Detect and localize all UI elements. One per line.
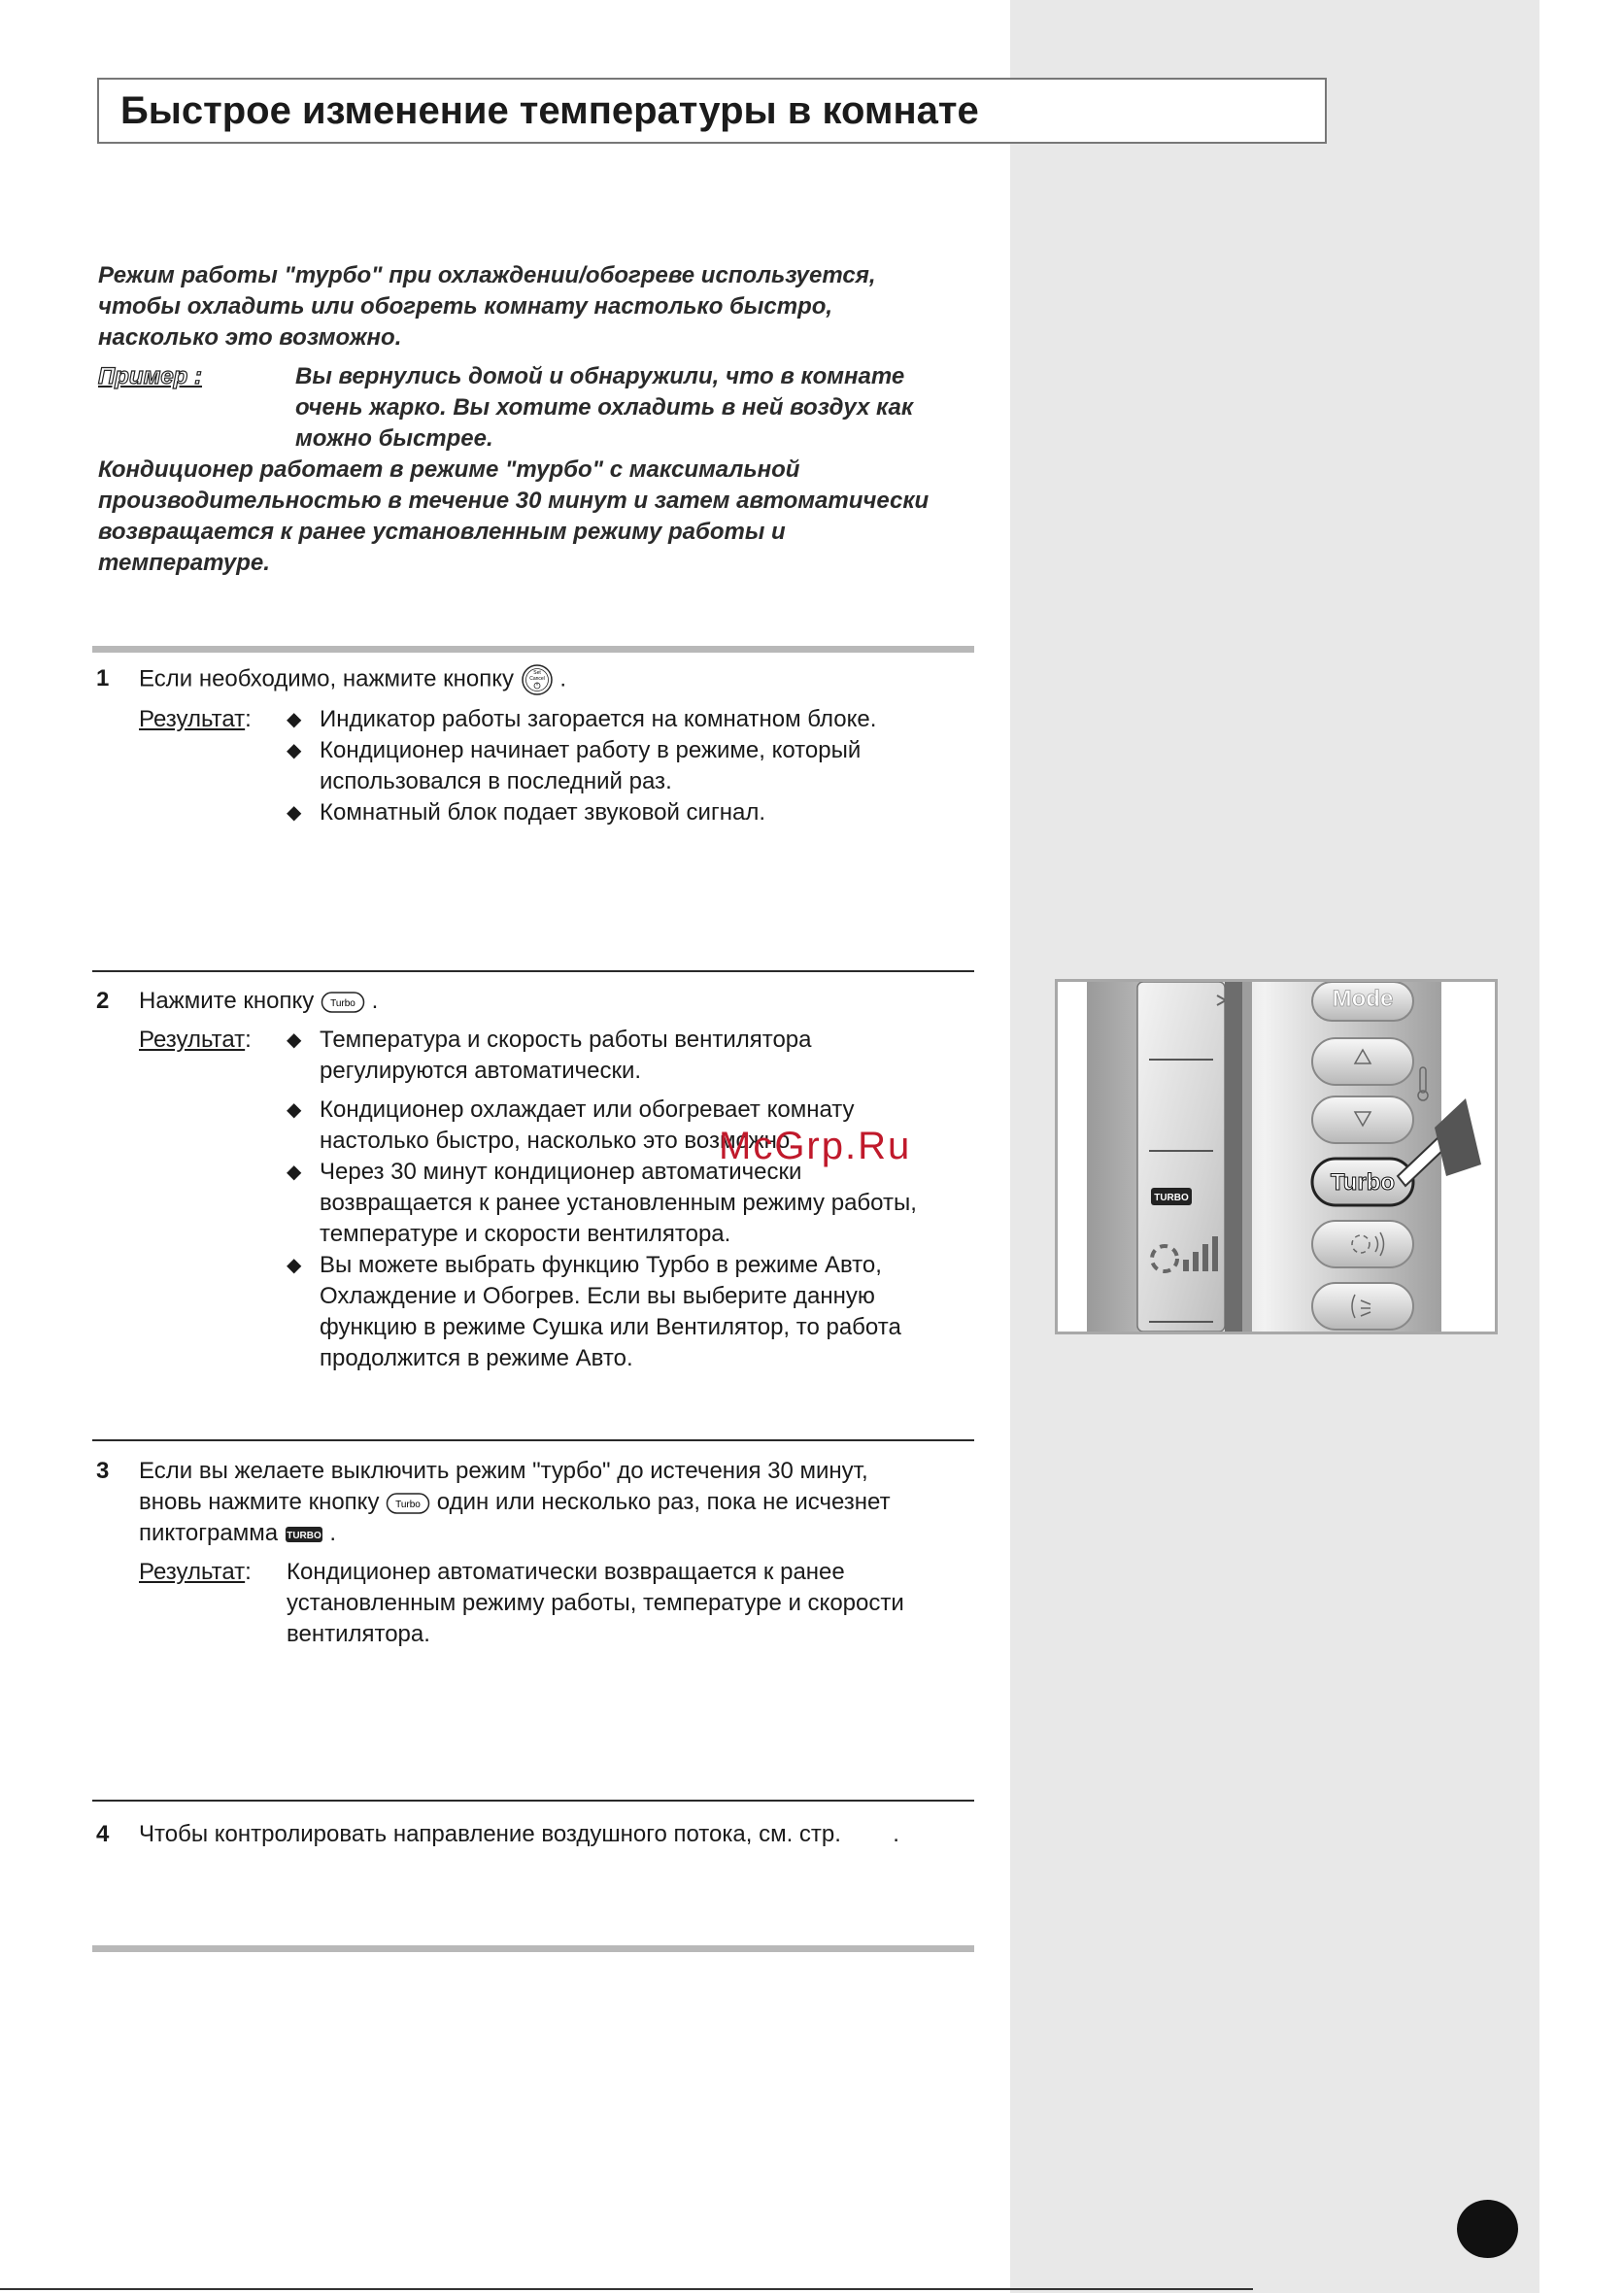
step-number: 1 [96,665,110,691]
temp-up-button [1312,1038,1413,1085]
step-1-result [92,704,986,828]
mode-label: Mode [1332,986,1394,1012]
step-3-instruction: Если вы желаете выключить режим "турбо" до истечения 30 минут, вновь нажмите кнопку Turbo один или несколько раз, пока не исчезнет пиктограмма TURBO . [139,1458,891,1546]
step-2 [92,986,986,1374]
divider [92,1800,974,1802]
cancel-label: Cancel [528,676,545,682]
result-label: Результат: [139,1027,252,1053]
result-text: Кондиционер автоматически возвращается к ранее установленным режиму работы, температуре и скорости вентилятора. [287,1559,904,1647]
step-4-instruction: Чтобы контролировать направление воздушного потока, см. стр. . [139,1821,899,1847]
list-item: ◆ Через 30 минут кондиционер автоматически возвращается к ранее установленным режиму работы, температуре и скорости вентилятора. [287,1157,986,1250]
step-2-result [92,1025,986,1374]
turbo-tag-text: TURBO [1154,1193,1189,1203]
step-4 [92,1819,986,1850]
step-number: 3 [96,1458,110,1484]
result-label: Результат: [139,706,252,732]
list-item: ◆ Индикатор работы загорается на комнатном блоке. [287,704,986,735]
turbo-label: Turbo [395,1499,422,1510]
section-divider-bottom [92,1945,974,1952]
result-label: Результат: [139,1559,252,1585]
turbo-button-label: Turbo [1330,1169,1396,1196]
set-cancel-button-icon [521,663,554,696]
turbo-button [1312,1159,1413,1205]
list-item: ◆ Кондиционер охлаждает или обогревает комнату настолько быстро, насколько это возможно. [287,1095,986,1157]
turbo-button-icon [386,1492,430,1515]
list-item: ◆ Кондиционер начинает работу в режиме, который использовался в последний раз. [287,735,986,797]
step-number: 4 [96,1821,110,1847]
step-3 [92,1456,986,1650]
louver-button [1312,1283,1413,1330]
intro-section [98,260,992,579]
intro-paragraph-1: Режим работы "турбо" при охлаждении/обогреве используется, чтобы охладить или обогреть комнату настолько быстро, насколько это возможно. [98,262,876,351]
section-divider-top [92,646,974,653]
page-title: Быстрое изменение температуры в комнате [120,89,979,132]
list-item: ◆ Комнатный блок подает звуковой сигнал. [287,797,986,828]
turbo-label: Turbo [330,997,355,1009]
list-item: ◆ Температура и скорость работы вентилятора регулируются автоматически. [287,1025,986,1087]
turbo-tag-label: TURBO [286,1530,321,1541]
result-list [287,704,986,828]
page-right-margin [1539,0,1624,2293]
temp-down-button [1312,1096,1413,1143]
remote-control-drawing [1058,982,1495,1332]
example-text: Вы вернулись домой и обнаружили, что в комнате очень жарко. Вы хотите охладить в ней воздух как можно быстрее. [295,363,914,452]
step-1 [92,663,986,828]
example-row [98,361,992,455]
divider [92,1439,974,1441]
fan-swing-button [1312,1221,1413,1267]
watermark: McGrp.Ru [719,1125,912,1167]
step-2-instruction: Нажмите кнопку Turbo . [139,988,379,1014]
result-list [287,1025,986,1374]
example-label: Пример : [98,363,203,389]
step-number: 2 [96,988,110,1014]
turbo-indicator-icon [285,1526,323,1543]
step-3-result [92,1557,986,1650]
divider [92,970,974,972]
intro-paragraph-2: Кондиционер работает в режиме "турбо" с максимальной производительностью в течение 30 минут и затем автоматически возвращается к ранее установленным режиму работы и температуре. [98,456,930,576]
turbo-button-icon [321,991,365,1014]
remote-control-illustration [1055,979,1498,1334]
mode-button [1312,982,1413,1021]
set-label: Set [532,670,541,676]
title-box [97,78,1327,144]
list-item: ◆ Вы можете выбрать функцию Турбо в режиме Авто, Охлаждение и Обогрев. Если вы выберите данную функцию в режиме Сушка или Вентилятор, то работа продолжится в режиме Авто. [287,1250,986,1374]
step-1-instruction: Если необходимо, нажмите кнопку Set Cancel . [92,663,986,696]
page-number-marker [1457,2200,1518,2258]
turbo-tag [1151,1188,1192,1205]
bottom-border-line [0,2288,1253,2290]
